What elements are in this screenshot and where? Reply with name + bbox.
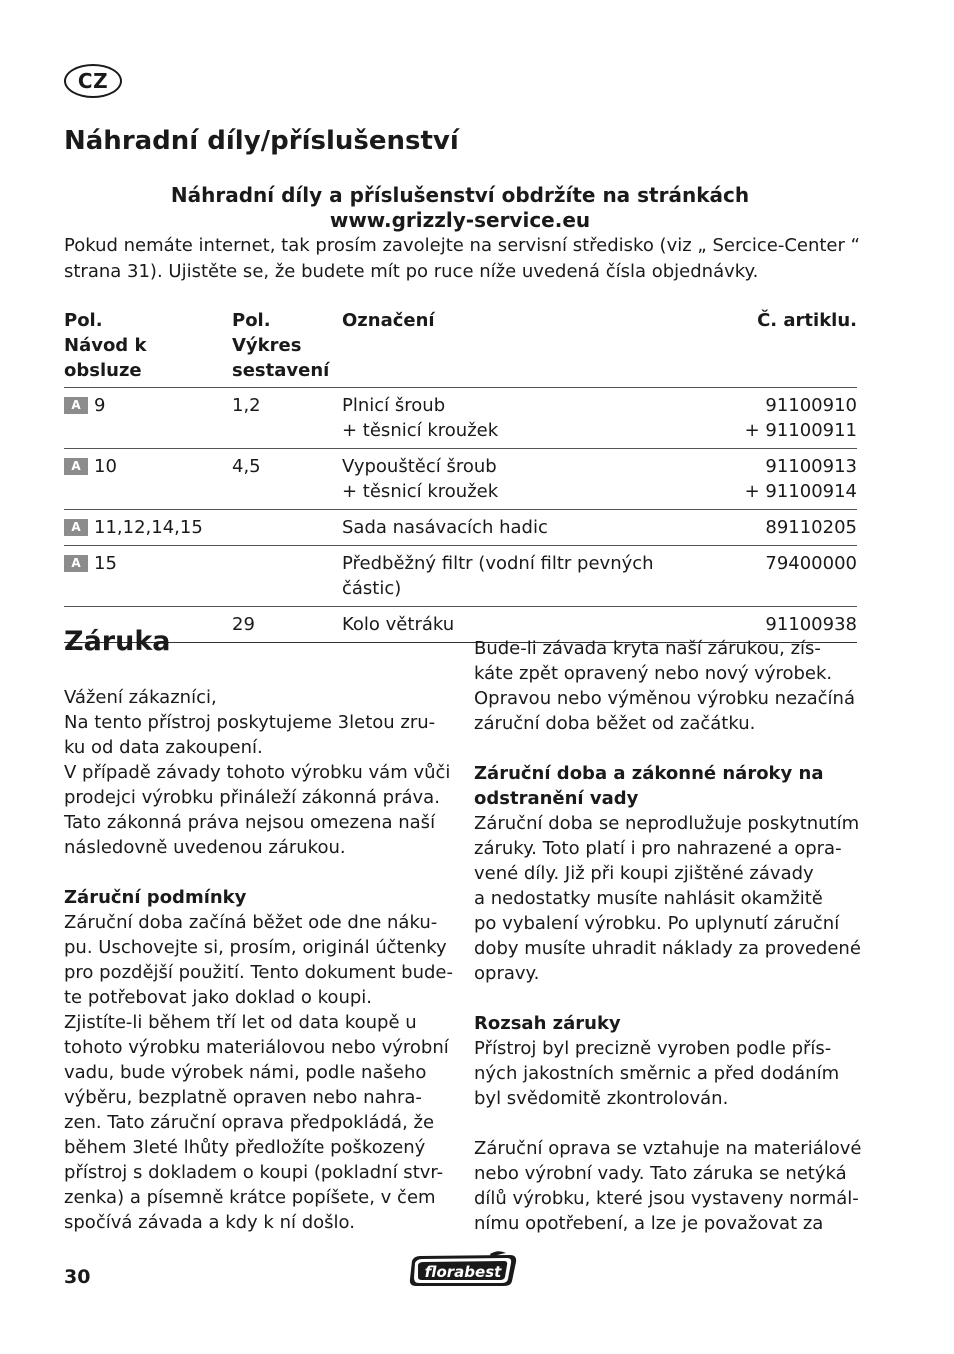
cell-designation [342,454,657,504]
cell-designation [342,393,657,443]
text-line: te potřebovat jako doklad o koupi. [64,987,373,1008]
text-line: Opravou nebo výměnou výrobku nezačíná [474,688,855,709]
header-line: obsluze [64,360,142,381]
coverage-text [474,1136,866,1236]
cell-article: 89110205 [765,517,857,538]
text-line: záruky. Toto platí i pro nahrazené a opra- [474,838,842,859]
header-pos-manual [64,308,232,383]
header-line: Návod k [64,335,147,356]
page-number: 30 [64,1266,91,1288]
cell-pos-manual [64,454,232,504]
pos-manual: 11,12,14,15 [94,517,203,538]
text-line: káte zpět opravený nebo nový výrobek. [474,663,833,684]
text-line: Zjistíte-li během tří let od data koupě u [64,1012,417,1033]
article-line: + 91100914 [744,481,857,502]
text-line: výběru, bezplatně opraven nebo nahra- [64,1087,422,1108]
table-row [64,388,857,449]
text-line: Přístroj byl precizně vyroben podle přís- [474,1038,832,1059]
spacer [474,736,866,761]
text-line: pro pozdější použití. Tento dokument bude- [64,962,454,983]
text-line: Bude-li závada kryta naší zárukou, zís- [474,638,821,659]
cell-designation: Sada nasávacích hadic [342,517,548,538]
text-line: Na tento přístroj poskytujeme 3letou zru- [64,712,436,733]
cell-article: 91100938 [765,614,857,635]
text-line: V případě závady tohoto výrobku vám vůči [64,762,451,783]
text-line: ných jakostních směrnic a před dodáním [474,1063,840,1084]
text-line: prodejci výrobku přináleží zákonná práva. [64,787,440,808]
repair-text [474,636,866,736]
cell-pos-manual [64,393,232,443]
text-line: Záruční doba začíná běžet ode dne náku- [64,912,438,933]
spacer [474,1111,866,1136]
designation-line: + těsnicí kroužek [342,481,499,502]
cell-pos-drawing [232,551,342,601]
header-pos-drawing [232,308,342,383]
spare-parts-subtitle [64,183,856,233]
article-line: + 91100911 [744,420,857,441]
subtitle-line: Náhradní díly a příslušenství obdržíte na stránkách [170,183,750,207]
warranty-intro [64,685,456,860]
cell-designation: Kolo větráku [342,614,455,635]
header-article: Č. artiklu. [757,310,857,331]
heading-line: odstranění vady [474,788,639,809]
text-line: dílů výrobku, které jsou vystaveny normál- [474,1188,859,1209]
period-heading [474,761,866,811]
text-line: během 3leté lhůty předložíte poškozený [64,1137,426,1158]
cell-article: 79400000 [765,553,857,574]
text-line: následovně uvedenou zárukou. [64,837,346,858]
text-line: tohoto výrobku materiálovou nebo výrobní [64,1037,449,1058]
designation-line: Plnicí šroub [342,395,446,416]
warranty-right-column [474,636,866,1236]
cell-article [657,454,857,504]
text-line: Záruční oprava se vztahuje na materiálové [474,1138,862,1159]
cell-pos-manual [64,515,232,540]
article-line: 91100913 [765,456,857,477]
header-line: Pol. [64,310,103,331]
warranty-heading: Záruka [64,626,171,657]
cell-article [657,393,857,443]
text-line: po vybalení výrobku. Po uplynutí záruční [474,913,840,934]
intro-text [64,233,864,285]
header-line: Pol. [232,310,271,331]
table-row [64,546,857,607]
text-line: vené díly. Již při koupi zjištěné závady [474,863,814,884]
table-row [64,449,857,510]
logo-text: florabest [424,1263,502,1281]
intro-line: Pokud nemáte internet, tak prosím zavolejte na servisní středisko (viz „ Sercice-Center “ [64,235,860,256]
scope-text [474,1036,866,1111]
conditions-heading: Záruční podmínky [64,887,247,908]
pos-manual: 9 [94,395,106,416]
spare-parts-table [64,308,857,643]
spacer [64,860,456,885]
cell-pos-drawing: 4,5 [232,456,261,477]
figure-tag: A [64,397,88,414]
scope-heading: Rozsah záruky [474,1013,621,1034]
language-badge: CZ [64,64,122,98]
figure-tag: A [64,555,88,572]
table-row [64,510,857,546]
florabest-logo [406,1250,520,1290]
text-line: ku od data zakoupení. [64,737,263,758]
cell-pos-manual [64,551,232,601]
cell-designation: Předběžný filtr (vodní filtr pevných částic) [342,553,654,599]
table-header [64,308,857,388]
pos-manual: 15 [94,553,117,574]
figure-tag: A [64,519,88,536]
text-line: doby musíte uhradit náklady za provedené [474,938,861,959]
figure-tag: A [64,458,88,475]
text-line: pu. Uschovejte si, prosím, originál účtenky [64,937,447,958]
article-line: 91100910 [765,395,857,416]
text-line: vadu, bude výrobek námi, podle našeho [64,1062,427,1083]
text-line: nebo výrobní vady. Tato záruka se netýká [474,1163,847,1184]
warranty-left-column [64,685,456,1235]
intro-line: strana 31). Ujistěte se, že budete mít po ruce níže uvedená čísla objednávky. [64,261,759,282]
pos-manual: 10 [94,456,117,477]
text-line: Záruční doba se neprodlužuje poskytnutím [474,813,860,834]
text-line: záruční doba běžet od začátku. [474,713,756,734]
conditions-text [64,910,456,1235]
header-designation: Označení [342,310,435,331]
text-line: zen. Tato záruční oprava předpokládá, že [64,1112,435,1133]
service-url: www.grizzly-service.eu [329,208,591,232]
text-line: a nedostatky musíte nahlásit okamžitě [474,888,823,909]
text-line: nímu opotřebení, a lze je považovat za [474,1213,824,1234]
spare-parts-heading: Náhradní díly/příslušenství [64,126,459,156]
period-text [474,811,866,986]
text-line: zenka) a písemně krátce popíšete, v čem [64,1187,436,1208]
text-line: spočívá závada a kdy k ní došlo. [64,1212,355,1233]
text-line: opravy. [474,963,540,984]
text-line: Vážení zákazníci, [64,687,217,708]
header-line: Výkres [232,335,302,356]
designation-line: + těsnicí kroužek [342,420,499,441]
text-line: přístroj s dokladem o koupi (pokladní stvr- [64,1162,444,1183]
cell-pos-drawing [232,515,342,540]
designation-line: Vypouštěcí šroub [342,456,497,477]
spacer [474,986,866,1011]
text-line: byl svědomitě zkontrolován. [474,1088,729,1109]
heading-line: Záruční doba a zákonné nároky na [474,763,824,784]
cell-pos-drawing: 1,2 [232,395,261,416]
cell-pos-drawing: 29 [232,614,255,635]
header-line: sestavení [232,360,330,381]
text-line: Tato zákonná práva nejsou omezena naší [64,812,436,833]
